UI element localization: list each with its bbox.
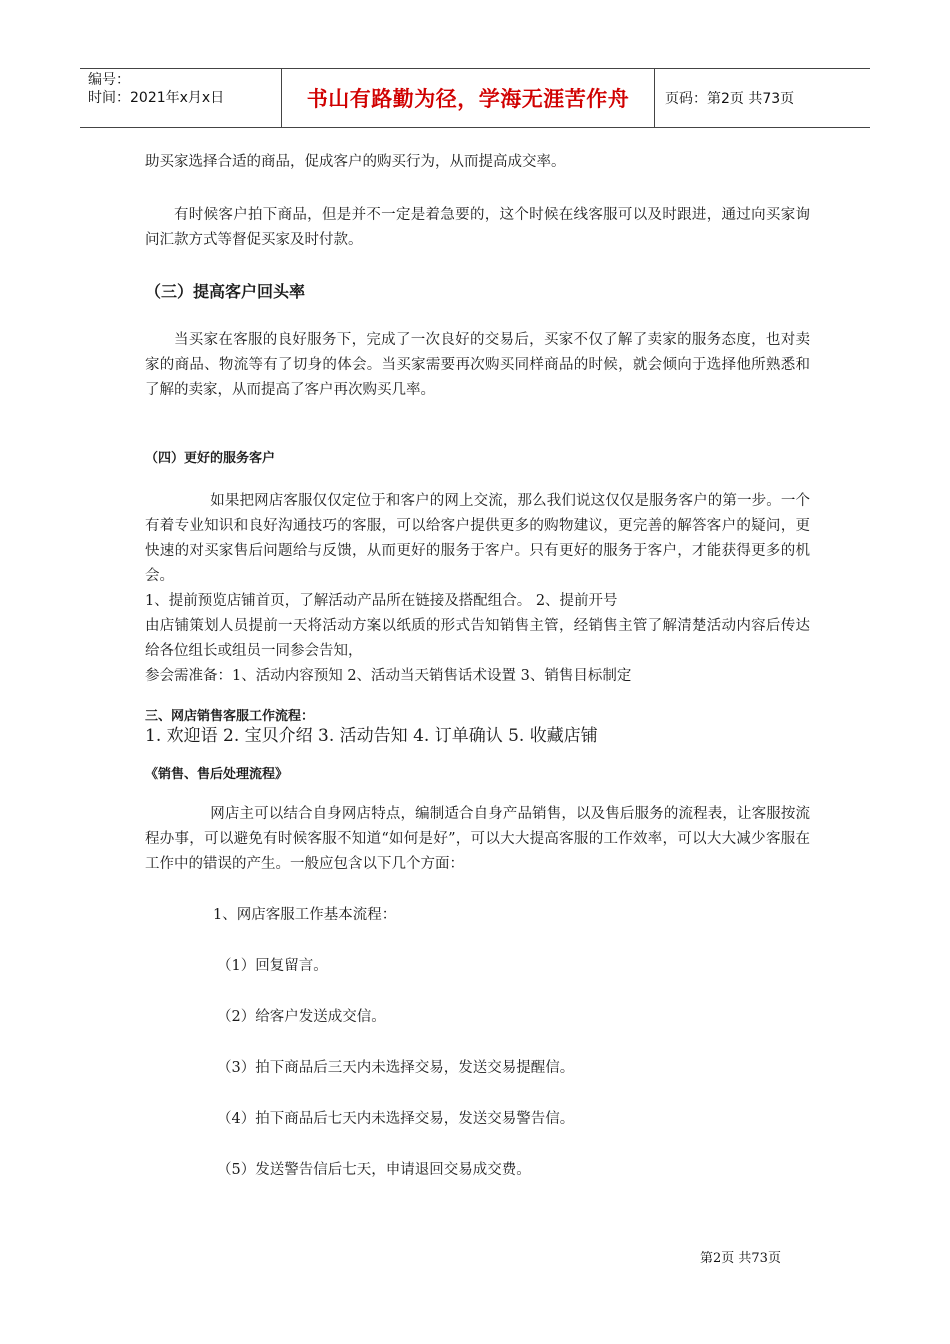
paragraph: 由店铺策划人员提前一天将活动方案以纸质的形式告知销售主管，经销售主管了解清楚活动内容后传达给各位组长或组员一同参会告知，	[145, 618, 810, 659]
document-body	[145, 150, 810, 1183]
list-item: （3）拍下商品后三天内未选择交易，发送交易提醒信。	[217, 1060, 575, 1076]
time-label: 时间：2021年x月x日	[88, 90, 225, 106]
paragraph: 助买家选择合适的商品，促成客户的购买行为，从而提高成交率。	[145, 154, 566, 170]
paragraph: 有时候客户拍下商品，但是并不一定是着急要的，这个时候在线客服可以及时跟进，通过向买家询问汇款方式等督促买家及时付款。	[145, 207, 810, 248]
motto-text: 书山有路勤为径，学海无涯苦作舟	[306, 87, 630, 111]
number-label: 编号：	[88, 72, 130, 88]
paragraph: 网店主可以结合自身网店特点，编制适合自身产品销售，以及售后服务的流程表，让客服按流程办事，可以避免有时候客服不知道“如何是好”，可以大大提高客服的工作效率，可以大大减少客服在工作中的错误的产生。一般应包含以下几个方面：	[145, 806, 810, 872]
section-heading: （三）提高客户回头率	[145, 282, 306, 301]
section-heading: 三、网店销售客服工作流程：	[145, 709, 315, 724]
paragraph: 当买家在客服的良好服务下，完成了一次良好的交易后，买家不仅了解了卖家的服务态度，也对卖家的商品、物流等有了切身的体会。当买家需要再次购买同样商品的时候，就会倾向于选择他所熟悉和了解的卖家，从而提高了客户再次购买几率。	[145, 332, 810, 398]
section-heading: （四）更好的服务客户	[145, 451, 276, 466]
page-label: 页码：第2页 共73页	[665, 91, 795, 107]
paragraph: 参会需准备：1、活动内容预知 2、活动当天销售话术设置 3、销售目标制定	[145, 668, 632, 684]
list-item: （2）给客户发送成交信。	[217, 1009, 386, 1025]
list-item: （5）发送警告信后七天，申请退回交易成交费。	[217, 1162, 531, 1178]
paragraph: 1、提前预览店铺首页，了解活动产品所在链接及搭配组合。 2、提前开号	[145, 593, 618, 609]
footer-page-number: 第2页 共73页	[700, 1251, 781, 1266]
page-footer	[700, 1247, 781, 1266]
section-heading: 《销售、售后处理流程》	[145, 767, 289, 782]
list-title: 1、网店客服工作基本流程：	[213, 907, 397, 923]
header-motto	[282, 69, 655, 127]
list-item: （4）拍下商品后七天内未选择交易，发送交易警告信。	[217, 1111, 575, 1127]
header-meta	[80, 69, 282, 127]
list-item: （1）回复留言。	[217, 958, 328, 974]
paragraph: 如果把网店客服仅仅定位于和客户的网上交流，那么我们说这仅仅是服务客户的第一步。一个有着专业知识和良好沟通技巧的客服，可以给客户提供更多的购物建议，更完善的解答客户的疑问，更快速的对买家售后问题给与反馈，从而更好的服务于客户。只有更好的服务于客户，才能获得更多的机会。	[145, 493, 810, 584]
flow-steps: 1. 欢迎语 2. 宝贝介绍 3. 活动告知 4. 订单确认 5. 收藏店铺	[145, 726, 598, 746]
header-page-number	[655, 69, 870, 127]
page-header	[80, 68, 870, 128]
